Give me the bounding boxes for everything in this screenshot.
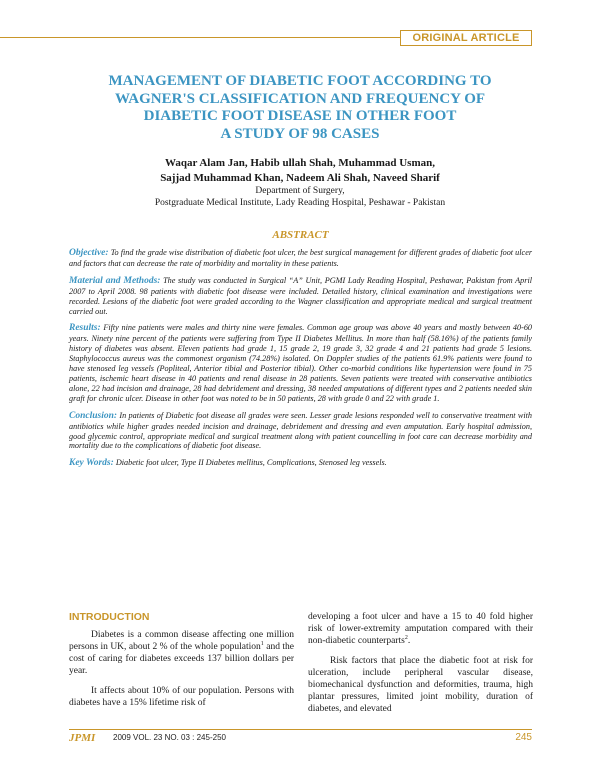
intro-text: Risk factors that place the diabetic foot at risk for ulceration, include peripheral vascular disease, biomechanical dysfunction and deformities, trauma, high plantar pressures, limited joint mobility, duration of diabetes, and elevated (308, 656, 533, 714)
conclusion-label: Conclusion: (69, 410, 118, 421)
methods-text: The study was conducted in Surgical “A” Unit, PGMI Lady Reading Hospital, Peshawar, Pakistan from April 2007 to April 2008. 98 patients with diabetic foot disease were included. Detailed history, clinical examination and investigations were recorded. Lesions of the diabetic foot were graded according to the Wagner classification and appropriate medical and surgical treatment carried out. (69, 275, 533, 316)
intro-paragraph (69, 629, 294, 677)
keywords-text: Diabetic foot ulcer, Type II Diabetes mellitus, Complications, Stenosed leg vessels. (115, 458, 387, 468)
right-column (308, 611, 533, 723)
title-line: WAGNER'S CLASSIFICATION AND FREQUENCY OF (114, 90, 486, 107)
left-column (69, 611, 294, 717)
journal-citation: 2009 VOL. 23 NO. 03 : 245-250 (113, 733, 226, 742)
title-line: DIABETIC FOOT DISEASE IN OTHER FOOT (143, 108, 457, 124)
intro-text: It affects about 10% of our population. Persons with diabetes have a 15% lifetime risk of (69, 686, 294, 708)
citation-ref[interactable]: 1 (260, 640, 264, 647)
author-list (60, 156, 540, 186)
introduction-heading: INTRODUCTION (69, 611, 150, 623)
keywords-label: Key Words: (69, 458, 114, 469)
article-type-badge: ORIGINAL ARTICLE (400, 30, 532, 46)
journal-logo: JPMI (69, 732, 96, 744)
affiliation-line: Department of Surgery, (255, 186, 345, 196)
intro-text: Diabetes is a common disease affecting one million persons in UK, about 2 % of the whole population (69, 630, 294, 652)
objective-text: To find the grade wise distribution of diabetic foot ulcer, the best surgical management for different grades of diabetic foot ulcer and factors that can decrease the rate of morbidity and mortality in these patients. (69, 248, 533, 268)
abstract-keywords (69, 458, 532, 469)
conclusion-text: In patients of Diabetic foot disease all grades were seen. Lesser grade lesions responded well to conservative treatment with antibiotics while higher grades needed incision and drainage, debridement and dressing and even amputation. Early hospital admission, good glycemic control, appropriate medical and surgical treatment along with patient councelling in foot care can decrease morbidity and mortality due to the complications of diabetic foot disease. (69, 410, 532, 451)
page-number: 245 (515, 732, 532, 743)
intro-paragraph (69, 685, 294, 709)
methods-label: Material and Methods: (69, 275, 161, 286)
title-line: A STUDY OF 98 CASES (220, 125, 380, 142)
abstract-results (69, 323, 532, 403)
title-line: MANAGEMENT OF DIABETIC FOOT ACCORDING TO (108, 73, 492, 89)
affiliation-line: Postgraduate Medical Institute, Lady Reading Hospital, Peshawar - Pakistan (154, 198, 446, 208)
abstract-objective (69, 248, 532, 269)
abstract-methods (69, 276, 532, 317)
abstract-section (69, 229, 532, 469)
abstract-heading: ABSTRACT (272, 229, 329, 241)
abstract-conclusion (69, 411, 532, 452)
intro-text: . (407, 636, 411, 646)
results-text: Fifty nine patients were males and thirty nine were females. Common age group was above 40 years and mostly between 40-60 years. Ninety nine percent of the patients were suffering from Type II Diabetes Mellitus. In more than half (58.16%) of the patients family history of diabetes was absent. Eleven patients had grade 1, 15 grade 2, 19 grade 3, 32 grade 4 and 21 patients had grade 5 lesions. Staphylococcus aureus was the commonest organism (74.28%) isolated. On Doppler studies of the patients 61.9% patients were found to have stenosed leg vessels (Popliteal, Anterior tibial and Posterior tibial). Other co-morbid conditions like hypertension were found in 75 patients, ischemic heart disease in 40 patients and renal disease in 28 patients. Seven patients were treated with conservative antibiotics alone, 22 had incision and drainage, 28 had debridement and dressing, 38 needed amputations of different types and 2 patients needed skin graft for chronic ulcer. Disease in other foot was noted to be in 50 patients, 28 with grade 0 and 22 with grade 1. (69, 323, 533, 403)
objective-label: Objective: (69, 248, 109, 258)
affiliation (60, 185, 540, 209)
intro-paragraph (308, 655, 533, 715)
citation-ref[interactable]: 2 (404, 634, 408, 641)
article-title (60, 73, 540, 143)
intro-text: developing a foot ulcer and have a 15 to 40 fold higher risk of lower-extremity amputation compared with their non-diabetic counterparts (308, 612, 533, 646)
intro-paragraph (308, 611, 533, 647)
header-rule (0, 37, 400, 38)
author-line: Sajjad Muhammad Khan, Nadeem Ali Shah, Naveed Sharif (160, 172, 440, 184)
author-line: Waqar Alam Jan, Habib ullah Shah, Muhammad Usman, (165, 157, 435, 169)
page-footer (69, 729, 532, 744)
results-label: Results: (69, 323, 101, 334)
intro-text: and the cost of caring for diabetes exceeds 137 billion dollars per year. (69, 642, 295, 676)
